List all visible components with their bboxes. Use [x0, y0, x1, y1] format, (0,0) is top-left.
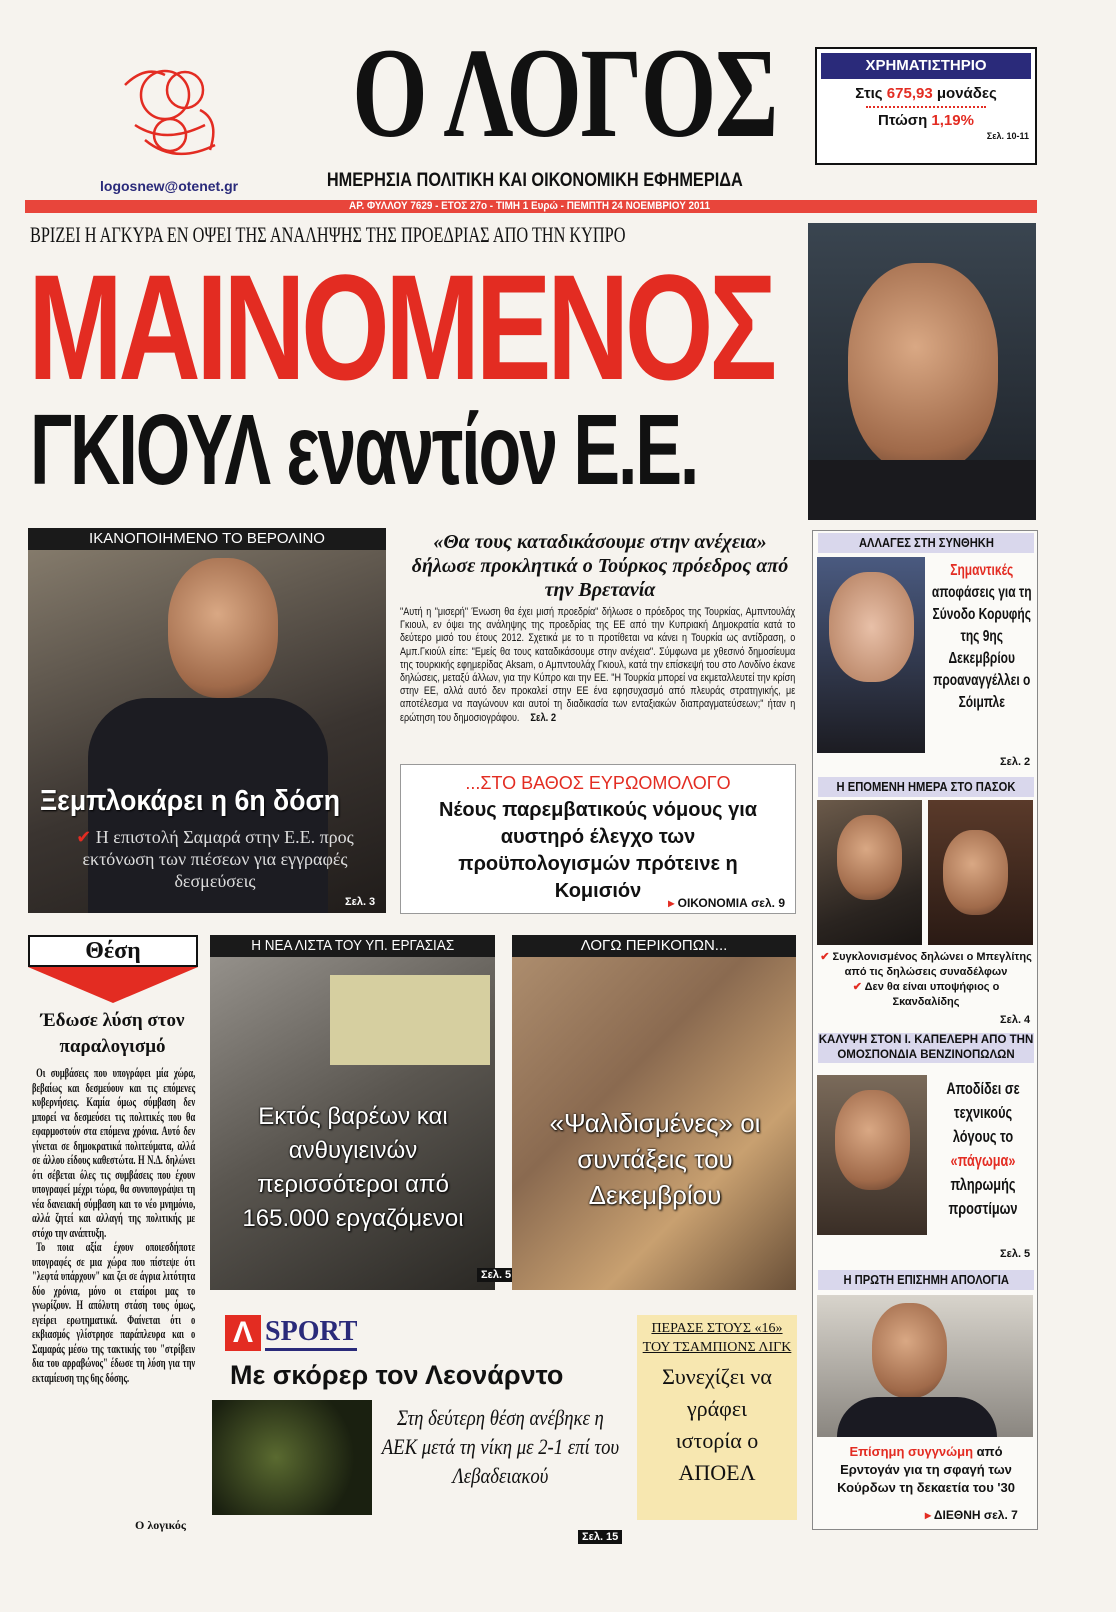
stock-title: ΧΡΗΜΑΤΙΣΤΗΡΙΟ [821, 53, 1031, 79]
apoel-box[interactable] [637, 1315, 797, 1520]
euro-headline: Νέους παρεμβατικούς νόμους για αυστηρό έλεγχο των προϋπολογισμών πρότεινε η Κομισιόν [438, 799, 758, 902]
thesi-text [32, 1066, 195, 1385]
berlin-page: Σελ. 3 [345, 896, 376, 908]
issue-line: ΑΡ. ΦΥΛΛΟΥ 7629 - ΕΤΟΣ 27ο - ΤΙΜΗ 1 Ευρώ - ΠΕΜΠΤΗ 24 ΝΟΕΜΒΡΙΟΥ 2011 [349, 200, 711, 212]
newspaper-title-wrap [285, 22, 785, 164]
euro-kicker: ...ΣΤΟ ΒΑΘΟΣ ΕΥΡΩΟΜΟΛΟΓΟ [465, 773, 731, 793]
logo-emblem [105, 55, 240, 175]
thesi-author: Ο λογικός [135, 1518, 186, 1532]
gul-photo [808, 223, 1036, 520]
summit-page: Σελ. 2 [1000, 756, 1031, 768]
pasok-bullet[interactable]: Δεν θα είναι υποψήφιος ο Σκανδαλίδης [864, 981, 1000, 1008]
euro-box[interactable]: ...ΣΤΟ ΒΑΘΟΣ ΕΥΡΩΟΜΟΛΟΓΟ Νέους παρεμβατικούς νόμους για αυστηρό έλεγχο των προϋπολογισμών πρότεινε η Κομισιόν ▸ ΟΙΚΟΝΟΜΙΑ σελ. 9 [400, 764, 796, 914]
lead-headline-black: ΓΚΙΟΥΛ εναντίον Ε.Ε. [30, 394, 698, 506]
pasok-page: Σελ. 4 [1000, 1014, 1031, 1026]
stock-page: Σελ. 10-11 [986, 131, 1029, 141]
lead-body-wrap [400, 606, 795, 725]
newspaper-title: Ο ΛΟΓΟΣ [352, 22, 777, 164]
lead-quote: «Θα τους καταδικάσουμε στην ανέχεια» δήλωσε προκλητικά ο Τούρκος πρόεδρος από την Βρετανία [411, 531, 789, 601]
stock-unit: μονάδες [936, 85, 997, 102]
apoel-kicker: ΠΕΡΑΣΕ ΣΤΟΥΣ «16» ΤΟΥ ΤΣΑΜΠΙΟΝΣ ΛΙΓΚ [642, 1321, 792, 1355]
stock-label: Στις [855, 85, 883, 102]
labor-headline[interactable]: Εκτός βαρέων και ανθυγιεινών περισσότεροι από 165.000 εργαζόμενοι [242, 1103, 464, 1232]
stock-box [815, 47, 1037, 165]
summit-bar: ΑΛΛΑΓΕΣ ΣΤΗ ΣΥΝΘΗΚΗ [858, 535, 994, 550]
sport-photo [212, 1400, 372, 1515]
sport-logo: Λ SPORT [225, 1315, 357, 1351]
fuel-headline[interactable]: Αποδίδει σε τεχνικούς λόγους το «πάγωμα» πληρωμής προστίμων [946, 1079, 1020, 1218]
berlin-sub: ✔ Η επιστολή Σαμαρά στην Ε.Ε. προς εκτόνωση των πιέσεων για εγγραφές δεσμεύσεις [76, 827, 354, 891]
fuel-page: Σελ. 5 [1000, 1248, 1031, 1260]
pasok-bar: Η ΕΠΟΜΕΝΗ ΗΜΕΡΑ ΣΤΟ ΠΑΣΟΚ [836, 779, 1016, 794]
sport-headline[interactable]: Με σκόρερ τον Λεονάρντο [230, 1360, 564, 1390]
thesi-triangle [28, 967, 198, 1003]
stock-drop-label: Πτώση [878, 112, 928, 129]
schaeuble-photo [817, 557, 925, 753]
berlin-bar: ΙΚΑΝΟΠΟΙΗΜΕΝΟ ΤΟ ΒΕΡΟΛΙΝΟ [28, 528, 386, 550]
apoel-headline: Συνεχίζει να γράφει ιστορία ο ΑΠΟΕΛ [662, 1364, 772, 1485]
labor-bar: Η ΝΕΑ ΛΙΣΤΑ ΤΟΥ ΥΠ. ΕΡΓΑΣΙΑΣ [251, 937, 454, 954]
lead-body: "Αυτή η "μισερή" Ένωση θα έχει μισή προεδρία" δήλωσε ο πρόεδρος της Τουρκίας, Αμπντουλάχ Γκιουλ, εν όψει της ανάληψης της προεδρίας της ΕΕ από την Κυπριακή Δημοκρατία κατά το δεύτερο μισό του έτους 2012. Σχετικά με το τι προτίθεται να κάνει η Τουρκία ως αντίδραση, ο Αμπ.Γκιούλ είπε: "Εμείς θα τους καταδικάσουμε στην ανέχεια". Σύμφωνα με χθεσινό δημοσίευμα της τουρκικής εφημερίδας Aksam, ο Αμπντουλάχ Γκιουλ, κατά την επίσκεψή του στο Λονδίνο έκανε δηλώσεις, μεταξύ άλλων, για την Κύπρο και την ΕΕ. "Η Τουρκία μπορεί να εκμεταλλευτεί την κρίση στην ΕΕ, αλλά αυτό δεν προκαλεί στην ΕΕ ένα εφησυχασμό από πλευράς στρατηγικής, με αποτέλεσμα να παγώνουν και αυτοί τη διαδικασία των ενταξιακών διαπραγματεύσεων;" ήταν η ερώτηση του δημοσιογράφου. [400, 606, 796, 724]
apology-page: ΔΙΕΘΝΗ σελ. 7 [933, 1508, 1018, 1522]
labor-bar-wrap [210, 935, 495, 957]
labor-page: Σελ. 5 [477, 1268, 515, 1282]
thesi-body: Οι συμβάσεις που υπογράφει μία χώρα, βεβαίως και δεσμεύουν και τις επόμενες κυβερνήσεις. Καμία όμως σύμβαση δεν μπορεί να δεσμεύσει τις πολιτικές που θα εφαρμοστούν στα επόμενα χρόνια. Αυτό δεν γίνεται σε δημοκρατικά πολιτεύματα, αλλά σε άλλου είδους καθεστώτα. Η Ν.Δ. δηλώνει ότι σέβεται όλες τις συμβάσεις που έχουν υπογραφεί μέχρι τώρα, θα συνυπογράψει τη νέα δανειακή σύμβαση και το νέο μνημόνιο, αλλά ζητεί και αλλαγή της πολιτικής με στόχο την ανάπτυξη. [32, 1066, 196, 1240]
lead-page: Σελ. 2 [530, 711, 557, 724]
apology-bar: Η ΠΡΩΤΗ ΕΠΙΣΗΜΗ ΑΠΟΛΟΓΙΑ [843, 1272, 1009, 1287]
berlin-headline[interactable]: Ξεμπλοκάρει η 6η δόση [40, 785, 341, 817]
sport-page: Σελ. 15 [578, 1530, 622, 1544]
erdogan-photo [817, 1295, 1033, 1437]
cuts-headline[interactable]: «Ψαλιδισμένες» οι συντάξεις του Δεκεμβρίου [549, 1108, 761, 1210]
lead-kicker: ΒΡΙΖΕΙ Η ΑΓΚΥΡΑ ΕΝ ΟΨΕΙ ΤΗΣ ΑΝΑΛΗΨΗΣ ΤΗΣ ΠΡΟΕΔΡΙΑΣ ΑΠΟ ΤΗΝ ΚΥΠΡΟ [30, 222, 626, 247]
apology-bar-wrap [818, 1270, 1034, 1290]
kapeleris-photo [817, 1075, 927, 1235]
issue-line-wrap [280, 200, 780, 213]
thesi-title[interactable]: Έδωσε λύση στον παραλογισμό [40, 1010, 185, 1057]
email[interactable]: logosnew@otenet.gr [100, 178, 239, 194]
skandal-photo [928, 800, 1033, 945]
summit-bar-wrap [818, 533, 1034, 553]
pasok-bullets: ✔ Συγκλονισμένος δηλώνει ο Μπεγλίτης από τις δηλώσεις συναδέλφων ✔ Δεν θα είναι υποψήφιος ο Σκανδαλίδης [820, 951, 1032, 1008]
apology-headline[interactable]: Επίσημη συγγνώμη από Ερντογάν για τη σφαγή των Κούρδων τη δεκαετία του '30 [837, 1444, 1015, 1495]
euro-page: ΟΙΚΟΝΟΜΙΑ σελ. 9 [677, 896, 785, 910]
lead-headline-red: ΜΑΙΝΟΜΕΝΟΣ [28, 243, 773, 411]
stock-drop: 1,19% [931, 112, 974, 129]
cuts-bar: ΛΟΓΩ ΠΕΡΙΚΟΠΩΝ... [512, 935, 796, 957]
newspaper-subtitle-wrap [270, 170, 800, 192]
thesi-body-2: Το ποια αξία έχουν οποιεσδήποτε υπογραφές σε μια χώρα που πίστεψε ότι "λεφτά υπάρχουν" και ζει σε άγρια λιτότητα δύο χρόνια, μόνο οι εταίροι μας το γνωρίζουν. Η απόλυτη στάση τους όμως, εγείρει ερωτηματικά. Φαίνεται ότι ο εκβιασμός γλίστρησε παράπλευρα και ο Σαμαράς μέσω της τακτικής του "στρίβειν δια του αρραβώνος" έδωσε τη λύση για την εκταμίευση της 6ης δόσης. [32, 1240, 196, 1385]
thesi-label: Θέση [28, 935, 198, 967]
newspaper-subtitle: ΗΜΕΡΗΣΙΑ ΠΟΛΙΤΙΚΗ ΚΑΙ ΟΙΚΟΝΟΜΙΚΗ ΕΦΗΜΕΡΙΔΑ [327, 170, 743, 191]
pasok-bar-wrap [818, 777, 1034, 797]
pasok-bullet[interactable]: Συγκλονισμένος δηλώνει ο Μπεγλίτης από τις δηλώσεις συναδέλφων [832, 951, 1032, 978]
stock-value: 675,93 [886, 85, 933, 102]
begl-photo [817, 800, 922, 945]
summit-headline[interactable]: Σημαντικές αποφάσεις για τη Σύνοδο Κορυφής της 9ης Δεκεμβρίου προαναγγέλλει ο Σόιμπλε [931, 562, 1032, 711]
sport-sub: Στη δεύτερη θέση ανέβηκε η ΑΕΚ μετά τη νίκη με 2-1 επί του Λεβαδειακού [381, 1405, 620, 1488]
fuel-bar: ΚΑΛΥΨΗ ΣΤΟΝ Ι. ΚΑΠΕΛΕΡΗ ΑΠΟ ΤΗΝ ΟΜΟΣΠΟΝΔΙΑ ΒΕΝΖΙΝΟΠΩΛΩΝ [818, 1034, 1034, 1061]
